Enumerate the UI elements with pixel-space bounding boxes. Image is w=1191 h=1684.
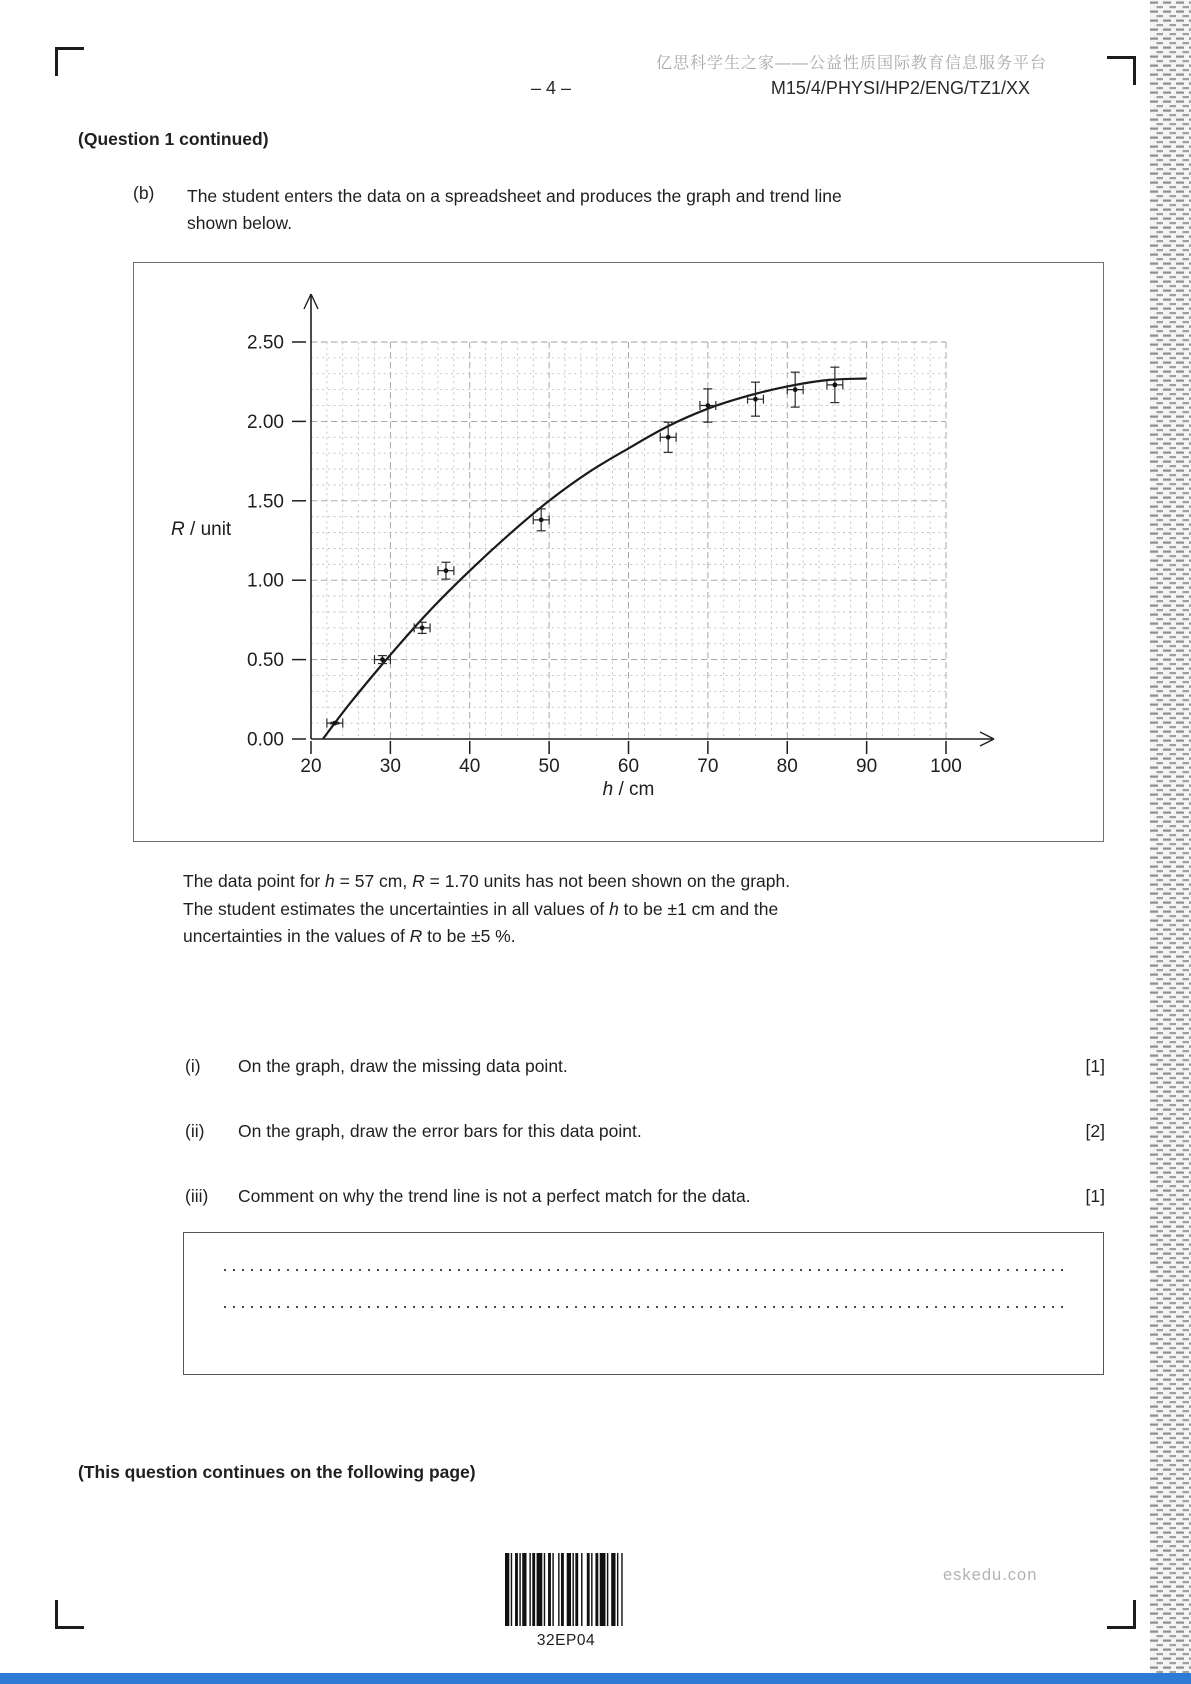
svg-text:50: 50 — [538, 756, 560, 777]
marks-badge: [1] — [1085, 1186, 1105, 1206]
svg-text:h / cm: h / cm — [602, 779, 655, 800]
answer-dotted-line — [224, 1306, 1069, 1308]
post-graph-paragraph — [183, 868, 1043, 951]
svg-text:2.50: 2.50 — [247, 332, 284, 354]
exam-code: M15/4/PHYSI/HP2/ENG/TZ1/XX — [770, 78, 1030, 98]
part-b-line-1: The student enters the data on a spreadsheet and produces the graph and trend line — [187, 186, 842, 206]
question-continued-header: (Question 1 continued) — [78, 129, 269, 149]
crop-mark-bottom-left — [55, 1600, 84, 1629]
sub-question-text: On the graph, draw the error bars for this data point. — [238, 1121, 642, 1141]
part-b-line-2: shown below. — [187, 213, 293, 233]
svg-text:40: 40 — [459, 756, 481, 777]
sub-question-text: Comment on why the trend line is not a perfect match for the data. — [238, 1186, 751, 1206]
marks-badge: [1] — [1085, 1056, 1105, 1076]
svg-text:70: 70 — [697, 756, 719, 777]
svg-text:100: 100 — [930, 756, 962, 777]
site-watermark: eskedu.con — [943, 1566, 1038, 1584]
crop-mark-top-right — [1107, 56, 1136, 85]
svg-text:R / unit: R / unit — [171, 519, 232, 540]
svg-text:1.00: 1.00 — [247, 570, 284, 592]
svg-text:0.50: 0.50 — [247, 650, 284, 672]
part-b-text — [187, 183, 1007, 237]
crop-mark-bottom-right — [1107, 1600, 1136, 1629]
sub-question-label: (iii) — [185, 1186, 209, 1206]
svg-text:20: 20 — [300, 756, 322, 777]
svg-text:0.00: 0.00 — [247, 729, 284, 751]
bottom-blue-bar — [0, 1673, 1191, 1684]
sub-question-label: (i) — [185, 1056, 201, 1076]
answer-box — [183, 1232, 1104, 1375]
chinese-watermark: 亿思科学生之家——公益性质国际教育信息服务平台 — [655, 55, 1047, 72]
paragraph-line: The student estimates the uncertainties in all values of h to be ±1 cm and the — [183, 898, 779, 919]
continues-note: (This question continues on the following page) — [78, 1462, 476, 1482]
halftone-border-band — [1150, 0, 1191, 1684]
svg-text:90: 90 — [856, 756, 878, 777]
marks-badge: [2] — [1085, 1121, 1105, 1141]
paragraph-line: The data point for h = 57 cm, R = 1.70 units has not been shown on the graph. — [183, 871, 791, 891]
answer-dotted-line — [224, 1269, 1069, 1271]
svg-text:60: 60 — [617, 756, 640, 777]
part-b-label: (b) — [133, 183, 155, 203]
svg-text:2.00: 2.00 — [247, 411, 284, 433]
paragraph-line: uncertainties in the values of R to be ±5 %. — [183, 926, 516, 946]
barcode-label: 32EP04 — [536, 1632, 596, 1649]
sub-question-text: On the graph, draw the missing data point. — [238, 1056, 568, 1076]
sub-question-label: (ii) — [185, 1121, 205, 1141]
svg-text:80: 80 — [776, 756, 798, 777]
svg-text:30: 30 — [379, 756, 401, 777]
barcode — [505, 1553, 627, 1626]
barcode-block — [505, 1553, 627, 1650]
graph-figure — [133, 262, 1104, 842]
scatter-chart — [134, 263, 1103, 841]
crop-mark-top-left — [55, 47, 84, 76]
svg-text:1.50: 1.50 — [247, 491, 284, 513]
page-number: – 4 – — [531, 78, 572, 98]
